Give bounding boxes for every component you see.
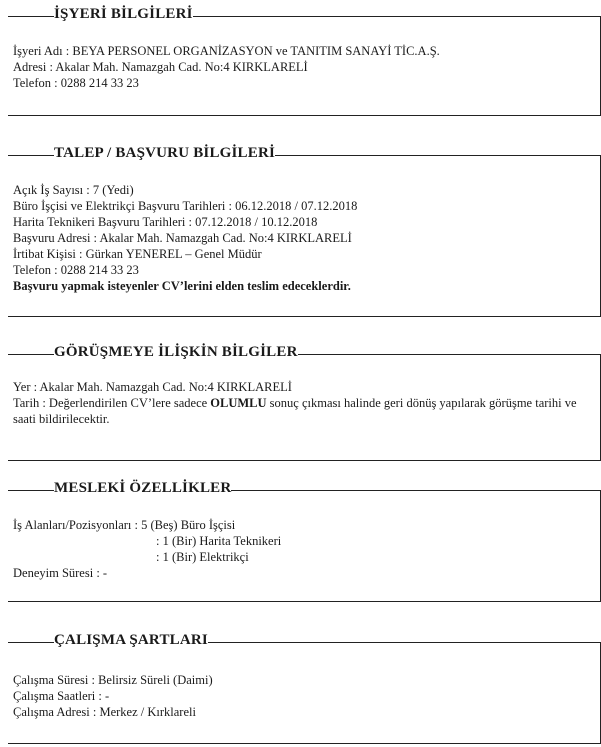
gorusme-tarih <box>13 395 578 427</box>
mesleki-position-1 <box>13 517 281 533</box>
section-talep <box>8 145 600 320</box>
section-title-mesleki: MESLEKİ ÖZELLİKLER <box>54 480 232 496</box>
gorusme-tarih-after: sonuç çıkması halinde geri dönüş yapılarak görüşme tarihi ve saati bildirilecektir. <box>13 396 577 426</box>
isyeri-name: İşyeri Adı : BEYA PERSONEL ORGANİZASYON ve TANITIM SANAYİ TİC.A.Ş. <box>13 44 440 58</box>
section-gorusme <box>8 344 600 464</box>
gorusme-tarih-before: Tarih : Değerlendirilen CV’lere sadece <box>13 396 211 410</box>
talep-buro-dates: Büro İşçisi ve Elektrikçi Başvuru Tarihleri : 06.12.2018 / 07.12.2018 <box>13 199 358 213</box>
talep-harita-dates: Harita Teknikeri Başvuru Tarihleri : 07.12.2018 / 10.12.2018 <box>13 215 318 229</box>
section-title-isyeri: İŞYERİ BİLGİLERİ <box>54 6 193 22</box>
gorusme-tarih-bold: OLUMLU <box>210 396 267 410</box>
section-title-gorusme: GÖRÜŞMEYE İLİŞKİN BİLGİLER <box>54 344 298 360</box>
calisma-adres: Çalışma Adresi : Merkez / Kırklareli <box>13 705 196 719</box>
mesleki-positions-label: İş Alanları/Pozisyonları <box>13 518 132 532</box>
calisma-saatleri: Çalışma Saatleri : - <box>13 689 110 703</box>
section-title-talep: TALEP / BAŞVURU BİLGİLERİ <box>54 145 276 161</box>
section-calisma <box>8 632 600 744</box>
calisma-content <box>13 672 213 720</box>
talep-open-jobs: Açık İş Sayısı : 7 (Yedi) <box>13 183 134 197</box>
isyeri-phone: Telefon : 0288 214 33 23 <box>13 76 139 90</box>
section-title-calisma: ÇALIŞMA ŞARTLARI <box>54 632 208 648</box>
mesleki-content <box>13 517 281 581</box>
isyeri-content <box>13 43 440 91</box>
isyeri-address: Adresi : Akalar Mah. Namazgah Cad. No:4 KIRKLARELİ <box>13 60 308 74</box>
talep-phone: Telefon : 0288 214 33 23 <box>13 263 139 277</box>
mesleki-position-3: : 1 (Bir) Elektrikçi <box>156 550 249 564</box>
gorusme-content <box>13 379 578 427</box>
talep-contact: İrtibat Kişisi : Gürkan YENEREL – Genel Müdür <box>13 247 262 261</box>
section-mesleki <box>8 480 600 605</box>
mesleki-position-2: : 1 (Bir) Harita Teknikeri <box>156 534 282 548</box>
talep-content <box>13 182 357 294</box>
talep-note: Başvuru yapmak isteyenler CV’lerini elden teslim edeceklerdir. <box>13 279 351 293</box>
talep-address: Başvuru Adresi : Akalar Mah. Namazgah Cad. No:4 KIRKLARELİ <box>13 231 352 245</box>
mesleki-deneyim: Deneyim Süresi : - <box>13 566 108 580</box>
section-isyeri <box>8 6 600 116</box>
calisma-sure: Çalışma Süresi : Belirsiz Süreli (Daimi) <box>13 673 213 687</box>
gorusme-yer: Yer : Akalar Mah. Namazgah Cad. No:4 KIRKLARELİ <box>13 380 292 394</box>
mesleki-position-1-value: : 5 (Beş) Büro İşçisi <box>134 518 236 532</box>
